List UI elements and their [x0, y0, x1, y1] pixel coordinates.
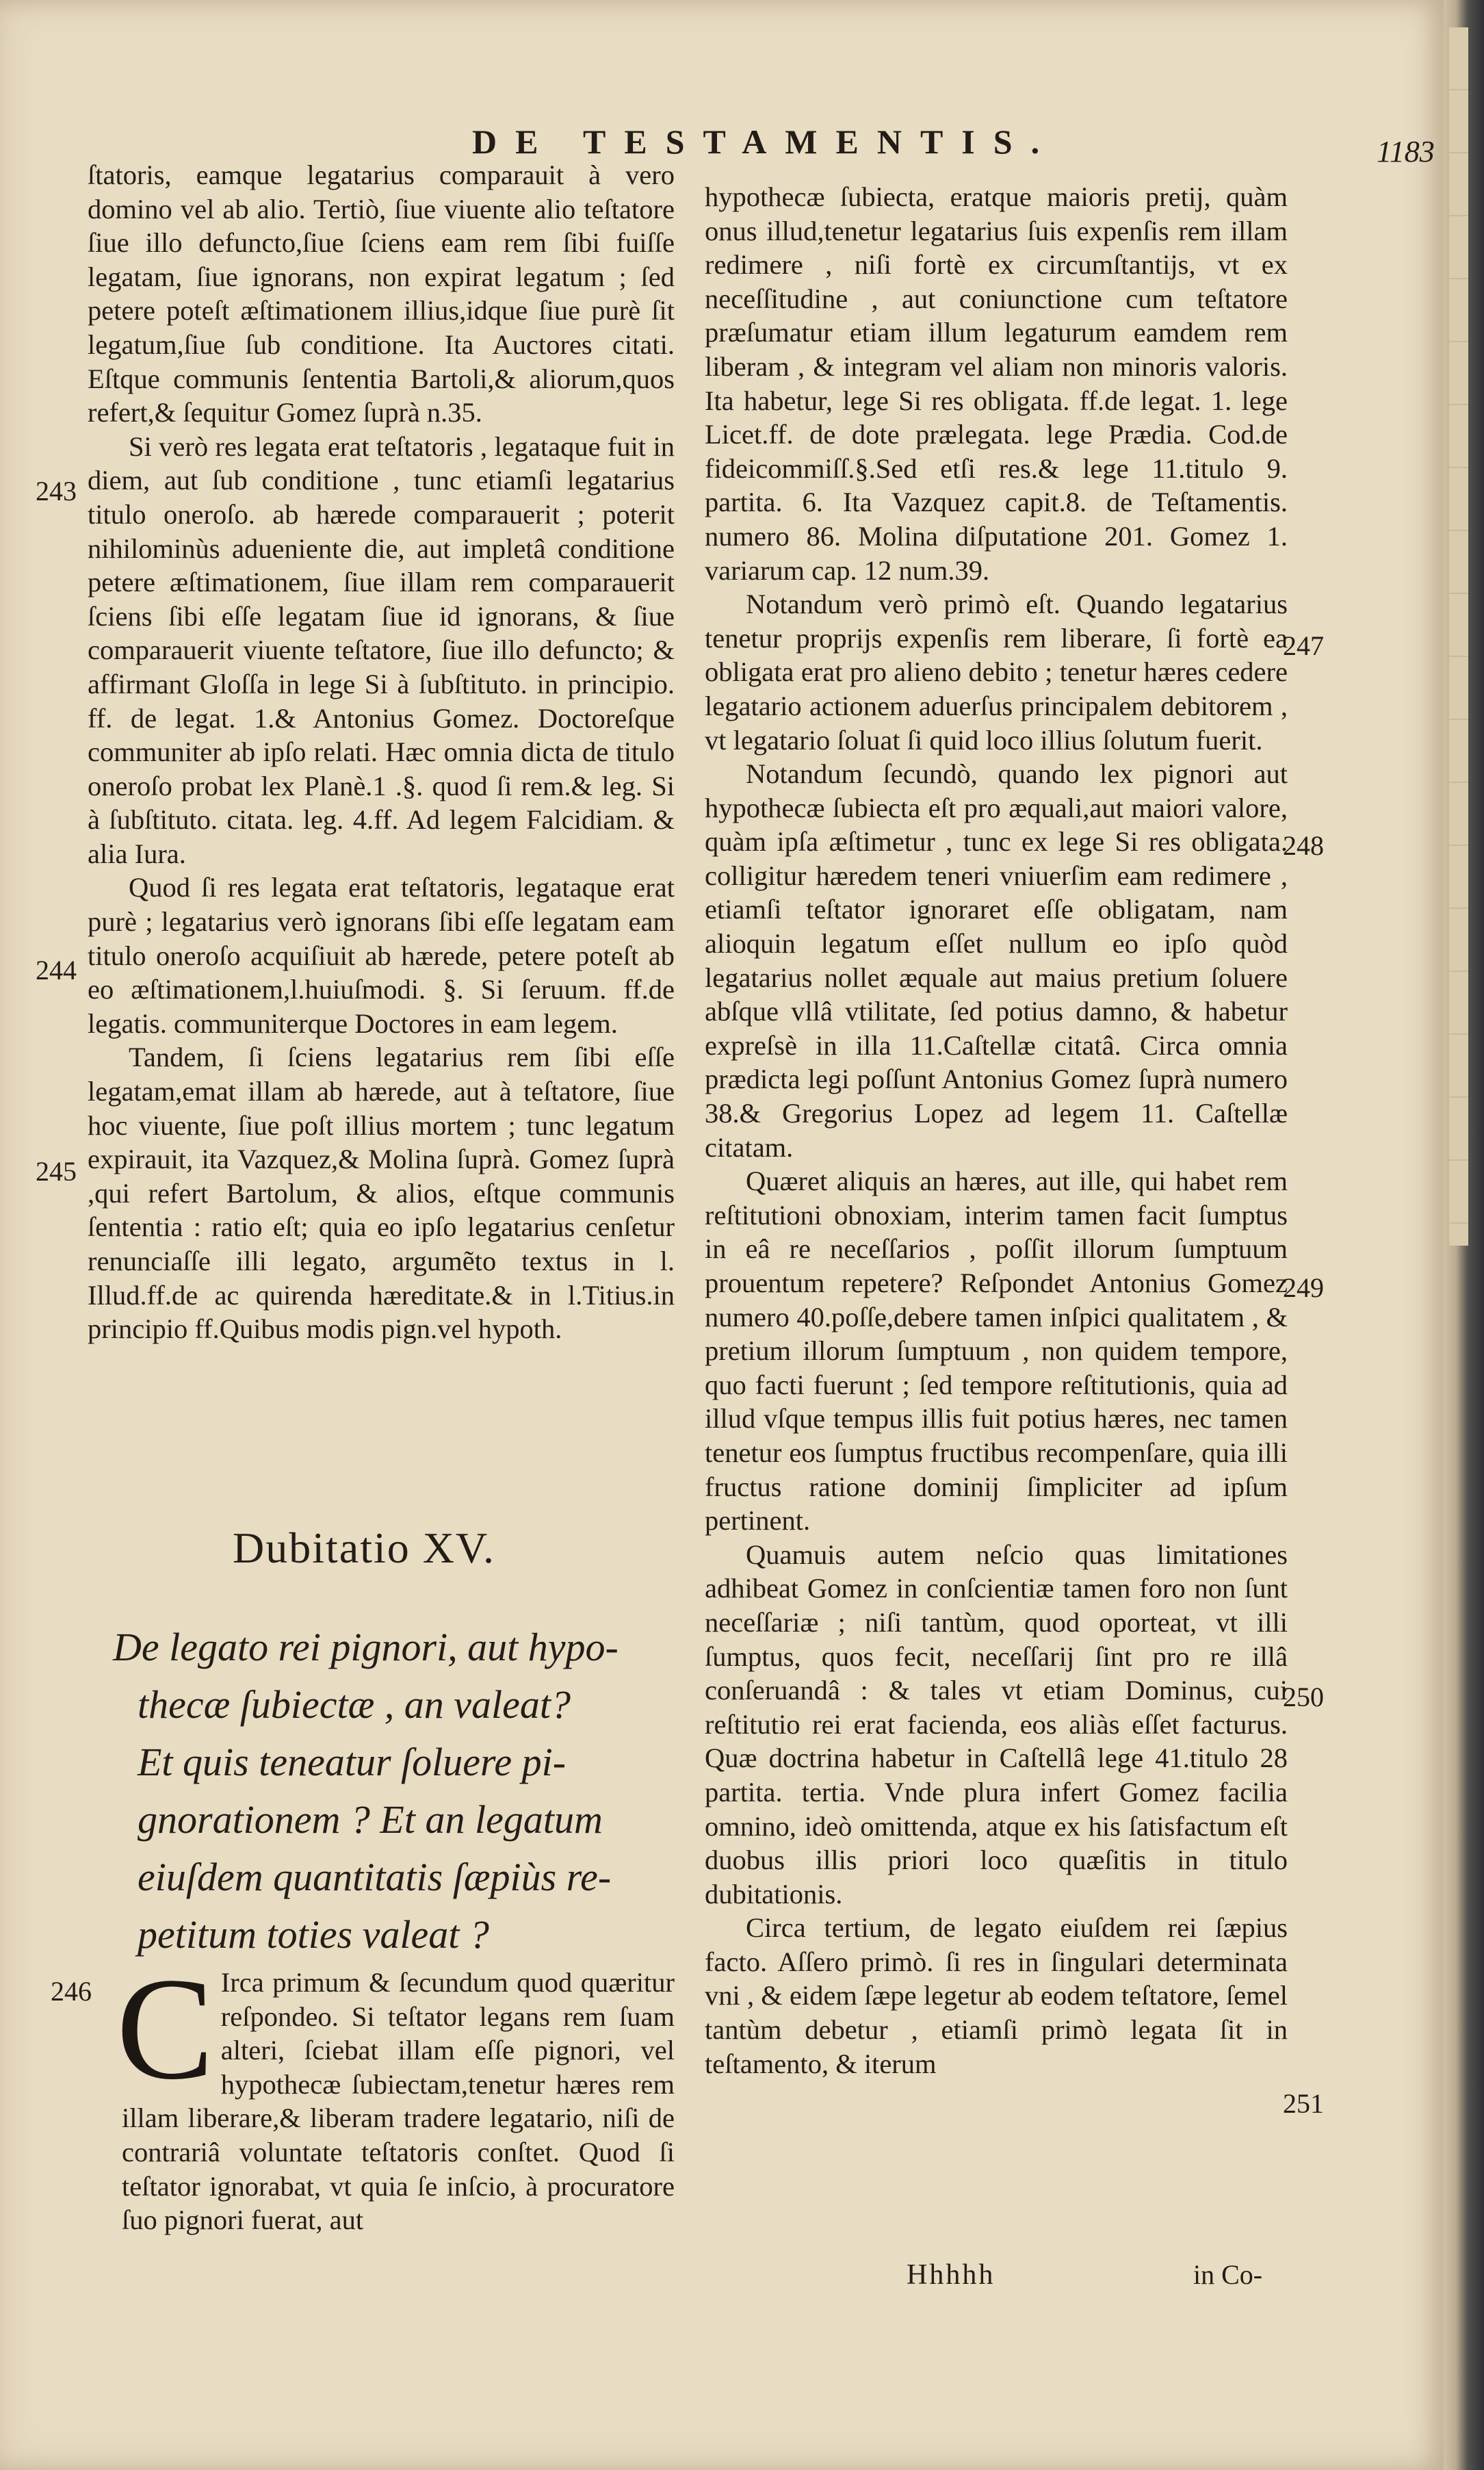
question-line: eiuſdem quantitatis ſæpiùs re- — [138, 1855, 612, 1899]
margin-number: 243 — [36, 476, 77, 506]
paragraph: Tandem, ſi ſciens legatarius rem ſibi eſſe legatam,emat illam ab hærede, aut à teſtatore, ſiue hoc viuente, ſiue poſt illius mortem ; tunc legatum expirauit, ita Vazquez,& Molina ſuprà. Gomez ſuprà ,qui refert Bartolum, & alios, eſtque communis ſententia : ratio eſt; quia eo ipſo legatarius cenſetur renunciaſſe illi legato, argumẽto textus in l. Illud.ff.de ac quirenda hæreditate.& in l.Titius.in principio ff.Quibus modis pign.vel hypoth. — [88, 1042, 675, 1345]
paragraph: Circa tertium, de legato eiuſdem rei ſæpius facto. Aſſero primò. ſi res in ſingulari determinata vni , & eidem ſæpe legetur ab eodem teſtatore, ſemel tantùm debetur , etiamſi primò legata ſit in teſtamento, & iterum — [705, 1912, 1288, 2079]
paragraph: Notandum ſecundò, quando lex pignori aut hypothecæ ſubiecta eſt pro æquali,aut maiori valore, quàm ipſa æſtimetur , tunc ex lege Si res obligata. colligitur hæredem teneri vniuerſim eam redimere , etiamſi teſtator ignoraret eſſe obligatam, nam alioquin legatum eſſet nullum eo ipſo quòd legatarius nollet æquale aut maius pretium ſoluere abſque vllâ vtilitate, ſed potius damno, & habetur expreſsè in illa 11.Caſtellæ citatâ. Circa omnia prædicta legi poſſunt Antonius Gomez ſuprà numero 38.& Gregorius Lopez ad legem 11. Caſtellæ citatam. — [705, 758, 1288, 1163]
signature-mark: Hhhhh — [907, 2259, 995, 2291]
catchword: in Co- — [1193, 2259, 1263, 2290]
paragraph-text: Irca primum & ſecundum quod quæritur reſpondeo. Si teſtator legans rem ſuam alteri, ſciebat illam eſſe pignori, vel hypothecæ ſubiectam,tenetur hæres rem illam liberare,& liberam tradere legatario, niſi de contrariâ voluntate teſtatoris conſtet. Quod ſi teſtator ignorabat, vt quia ſe inſcio, à procuratore ſuo pignori fuerat, aut — [122, 1967, 675, 2236]
margin-number: 248 — [1283, 830, 1324, 861]
paragraph-246 — [116, 1948, 675, 2237]
paragraph: ſtatoris, eamque legatarius comparauit à vero domino vel ab alio. Tertiò, ſiue viuente alio teſtatore ſiue illo defuncto,ſiue ſciens eam rem ſibi fuiſſe legatam, ſiue ignorans, non expirat legatum ; ſed petere poteſt æſtimationem illius,idque ſiue purè ſit legatum,ſiue ſub conditione. Ita Auctores citati. Eſtque communis ſententia Bartoli,& aliorum,quos refert,& ſequitur Gomez ſuprà n.35. — [88, 159, 675, 428]
paragraph: Si verò res legata erat teſtatoris , legataque fuit in diem, aut ſub conditione , tunc etiamſi legatarius titulo oneroſo. ab hærede comparauerit ; poterit nihilominùs adueniente die, aut impletâ conditione petere æſtimationem, ſiue illam rem comparauerit ſciens ſibi eſſe legatam ſiue id ignorans, & ſiue comparauerit viuente teſtatore, ſiue illo defuncto; & affirmant Gloſſa in lege Si à ſubſtituto. in principio. ff. de legat. 1.& Antonius Gomez. Doctoreſque communiter ab ipſo relati. Hæc omnia dicta de titulo oneroſo probat lex Planè.1 .§. quod ſi rem.& leg. Si à ſubſtituto. citata. leg. 4.ff. Ad legem Falcidiam. & alia Iura. — [88, 430, 675, 869]
margin-number: 249 — [1283, 1272, 1324, 1303]
paragraph: Quamuis autem neſcio quas limitationes adhibeat Gomez in conſcientiæ tamen foro non ſunt neceſſariæ ; niſi tantùm, quod oporteat, vt illi ſumptus, quos fecit, neceſſarij ſint pro re illâ conſeruandâ : & tales vt etiam Dominus, cui reſtitutio rei erat facienda, eos aliàs eſſet facturus. Quæ doctrina habetur in Caſtellâ lege 41.titulo 28 partita. tertia. Vnde plura infert Gomez facilia omnino, ideò omittenda, atque ex his ſatisfactum eſt duobus illis priori loco quæſitis in titulo dubitationis. — [705, 1539, 1288, 1909]
question-line: thecæ ſubiectæ , an valeat? — [138, 1682, 571, 1727]
question-block — [113, 1619, 681, 1964]
paragraph: Notandum verò primò eſt. Quando legatarius tenetur proprijs expenſis rem liberare, ſi fortè ea obligata erat pro alieno debito ; tenetur hæres cedere legatario actionem aduerſus principalem debitorem , vt legatario ſoluat ſi quid loco illius ſolutum fuerit. — [705, 589, 1288, 756]
margin-number: 245 — [36, 1156, 77, 1187]
margin-number: 250 — [1283, 1682, 1324, 1712]
question-line: petitum toties valeat ? — [138, 1912, 489, 1957]
right-column — [705, 180, 1288, 2081]
margin-number: 251 — [1283, 2088, 1324, 2119]
margin-number: 244 — [36, 955, 77, 986]
paragraph: hypothecæ ſubiecta, eratque maioris pretij, quàm onus illud,tenetur legatarius ſuis expenſis rem illam redimere , niſi fortè ex circumſtantijs, vt ex neceſſitudine , aut coniunctione cum teſtatore præſumatur etiam illum legaturum eamdem rem liberam , & integram vel aliam non minoris valoris. Ita habetur, lege Si res obligata. ff.de legat. 1. lege Licet.ff. de dote prælegata. lege Prædia. Cod.de fideicommiſſ.§.Sed etſi res.& lege 11.titulo 9. partita. 6. Ita Vazquez capit.8. de Teſtamentis. numero 86. Molina diſputatione 201. Gomez 1. variarum cap. 12 num.39. — [705, 181, 1288, 586]
ruler-strip — [1449, 27, 1468, 1246]
left-column — [88, 158, 675, 1346]
margin-number: 246 — [51, 1976, 92, 2007]
section-heading: Dubitatio XV. — [233, 1523, 495, 1572]
drop-cap: C — [116, 1948, 214, 2110]
question-line: De legato rei pignori, aut hypo- — [113, 1625, 619, 1669]
question-line: Et quis teneatur ſoluere pi- — [138, 1740, 567, 1784]
running-title: DE TESTAMENTIS. — [472, 123, 1058, 161]
paragraph: Quæret aliquis an hæres, aut ille, qui habet rem reſtitutioni obnoxiam, interim tamen facit ſumptus in eâ re neceſſarios , poſſit illorum ſumptuum prouentum repetere? Reſpondet Antonius Gomez numero 40.poſſe,debere tamen inſpici qualitatem , & pretium illorum ſumptuum , non quidem tempore, quo facti fuerunt ; ſed tempore reſtitutionis, quia ad illud vſque tempus illis fuit potius hæres, nec tamen tenetur eos ſumptus fructibus recompenſare, quia illi fructus ratione dominij ſimpliciter ad ipſum pertinent. — [705, 1166, 1288, 1536]
question-line: gnorationem ? Et an legatum — [138, 1797, 603, 1842]
paragraph: Quod ſi res legata erat teſtatoris, legataque erat purè ; legatarius verò ignorans ſibi eſſe legatam eam titulo oneroſo acquiſiuit ab hærede, petere poteſt ab eo æſtimationem,l.huiuſmodi. §. Si ſeruum. ff.de legatis. communiterque Doctores in eam legem. — [88, 872, 675, 1039]
margin-number: 247 — [1283, 630, 1324, 661]
page-number: 1183 — [1377, 135, 1435, 168]
